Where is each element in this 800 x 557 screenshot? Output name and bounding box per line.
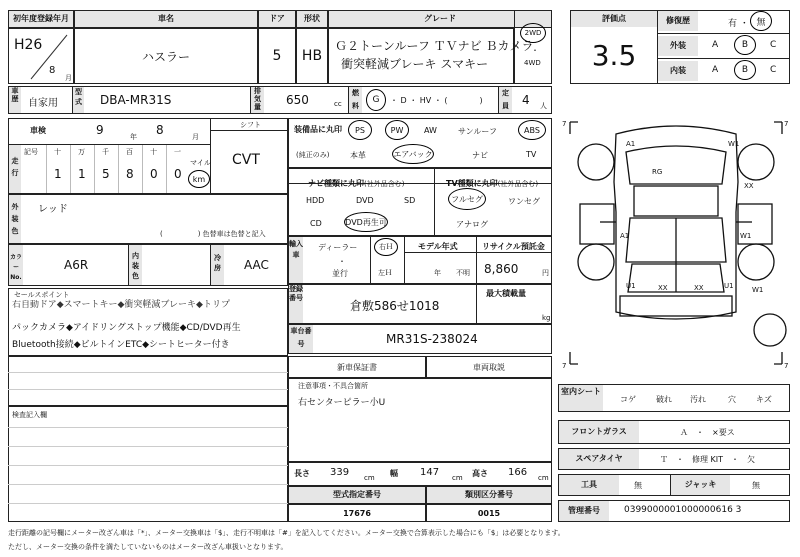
mgmt-value: 0399000001000000616 3 (624, 505, 742, 515)
mileage-label: 走行 (9, 145, 21, 193)
aircon-value: AAC (244, 258, 269, 272)
sales-point-line3: Bluetooth接続◆ビルトインETC◆シートヒーター付き (12, 340, 230, 350)
navi-tv-divider (434, 168, 435, 236)
import-div1 (370, 236, 371, 284)
mileage-header-3: 千 (102, 148, 109, 156)
insp-line-2 (8, 446, 288, 447)
mileage-digit-5: 0 (174, 167, 182, 181)
eval-hline2 (658, 58, 790, 59)
diag-mark-2: W1 (728, 140, 740, 148)
import-div2 (404, 236, 405, 284)
first-reg-year: H26 (14, 37, 43, 53)
seat-item-2: 破れ (656, 395, 672, 404)
repair-hist-label: 修復歴 (658, 11, 698, 31)
diag-bracket-tl: 7 (562, 120, 567, 128)
mileage-digit-4: 0 (150, 167, 158, 181)
mileage-digit-0: 1 (54, 167, 62, 181)
windshield-value: Ａ ・ ×要ス (680, 428, 735, 437)
exterior-label: 外装 (658, 36, 698, 56)
spare-label: スペアタイヤ (559, 449, 639, 469)
mileage-digit-3: 8 (126, 167, 134, 181)
warranty-cell: 新車保証書 (288, 356, 426, 378)
diag-mark-6: A1 (620, 232, 630, 240)
import-dealer: ディーラー (318, 243, 358, 252)
tools-label: 工具 (559, 475, 619, 495)
model-type-value: DBA-MR31S (100, 93, 172, 107)
shape-value: HB (296, 28, 328, 84)
mileage-col-line (142, 145, 143, 193)
equip-abs: ABS (518, 120, 546, 140)
model-year-unknown: 不明 (456, 269, 470, 277)
model-year-year: 年 (434, 269, 441, 277)
notes-value: 右センターピラー小U (298, 398, 386, 408)
type-designation-label: 型式指定番号 (288, 486, 426, 504)
capacity-unit: 人 (540, 102, 547, 110)
length-unit: cm (364, 474, 375, 482)
reg-divider (476, 284, 477, 324)
recycle-value: 8,860 (484, 262, 519, 276)
first-reg-cell (8, 28, 74, 84)
recycle-unit: 円 (542, 269, 549, 277)
mileage-header-4: 百 (126, 148, 133, 156)
tv-label: TV種類に丸印 (446, 179, 498, 188)
capacity-label: 定員 (498, 87, 512, 113)
usage-label: 車歴 (9, 87, 21, 113)
navi-dvd-play: DVD再生可 (344, 212, 388, 232)
inspection-month: 8 (156, 123, 164, 137)
manual-cell: 車両取説 (426, 356, 552, 378)
drive-2wd: 2WD (520, 23, 546, 43)
registration-value: 倉敷586せ1018 (350, 299, 440, 313)
equip-pw: PW (385, 120, 409, 140)
tv-analog: アナログ (456, 220, 488, 229)
inspection-year: 9 (96, 123, 104, 137)
mileage-header-2: 万 (78, 148, 85, 156)
mileage-header-5: 十 (150, 148, 157, 156)
mileage-digit-1: 1 (78, 167, 86, 181)
inspector-label: 検査記入欄 (12, 411, 47, 419)
diag-mark-8: XX (658, 284, 668, 292)
import-label: 輸入車 (289, 237, 303, 283)
drive-cell (514, 10, 552, 84)
recycle-label: リサイクル預託金 (482, 242, 545, 251)
diag-bracket-bl: 7 (562, 362, 567, 370)
tv-sub: (社外品含む) (497, 180, 539, 188)
equipment-sublabel: (純正のみ) (296, 151, 330, 159)
jack-value: 無 (752, 481, 760, 490)
equip-leather: 本革 (350, 151, 366, 160)
import-hline (404, 252, 552, 253)
sales-point-line1: 右自動ドア◆スマートキー◆衝突軽減ブレーキ◆トリプ (12, 300, 230, 310)
footer-line2: ただし、メーター交換の条件を満たしていないものはメーター改ざん車扱いとなります。 (8, 543, 288, 551)
mileage-unit-km: km (188, 170, 210, 188)
diag-bracket-tr: 7 (784, 120, 789, 128)
width-value: 147 (420, 467, 440, 478)
car-diagram (560, 112, 792, 374)
fuel-others: ・ D ・ HV ・ ( ) (390, 96, 483, 105)
sales-point-line2: パックカメラ◆アイドリングストップ機能◆CD/DVD再生 (12, 323, 241, 333)
seat-item-5: キズ (756, 395, 772, 404)
inspection-label: 車検 (30, 126, 46, 135)
tv-oneseg: ワンセグ (508, 197, 540, 206)
notes-label: 注意事項・不具合箇所 (298, 382, 368, 390)
equip-navi: ナビ (472, 151, 488, 160)
tools-value: 無 (634, 481, 642, 490)
fuel-label: 燃料 (348, 87, 362, 113)
diag-mark-3: RG (652, 168, 663, 176)
eval-label: 評価点 (571, 11, 657, 27)
tv-fullseg: フルセグ (448, 188, 486, 210)
doors-value: 5 (258, 28, 296, 84)
footer-line1: 走行距離の記号欄にメーター改ざん車は「*」、メーター交換車は「$」、走行不明車は「#」を記入してください。メーター交換で合算表示した場合にも「$」は必要となります。 (8, 529, 565, 537)
interior-a: A (712, 65, 719, 75)
chassis-label: 車台番号 (289, 325, 313, 353)
repair-hist-options: 有 ・ (728, 19, 749, 29)
type-designation-value: 17676 (288, 504, 426, 522)
insp-line-1 (8, 427, 288, 428)
blank-line-a (8, 372, 288, 373)
diag-bracket-br: 7 (784, 362, 789, 370)
diag-mark-4: XX (744, 182, 754, 190)
length-label: 長さ (294, 469, 310, 478)
car-name-value: ハスラー (74, 28, 258, 84)
car-name-label: 車名 (74, 10, 258, 28)
insp-line-5 (8, 503, 288, 504)
mileage-col-line (46, 145, 47, 193)
navi-header (308, 171, 404, 190)
height-label: 高さ (472, 469, 488, 478)
usage-value: 自家用 (28, 98, 58, 109)
color-note: ( ) 色替車は色替と記入 (160, 230, 266, 238)
first-reg-label: 初年度登録年月 (8, 10, 74, 28)
color-no-value: A6R (64, 258, 89, 272)
shift-label: シフト (240, 121, 261, 129)
mileage-header-6: 一 (174, 148, 181, 156)
import-left: 左Ｈ (378, 269, 392, 277)
equip-airbag: エアバック (392, 144, 434, 164)
shape-label: 形状 (296, 10, 328, 28)
grade-label: グレード (328, 10, 552, 28)
mileage-col-line (166, 145, 167, 193)
mileage-unit-mile: マイル (190, 159, 211, 167)
displacement-unit: cc (334, 100, 342, 108)
height-value: 166 (508, 467, 528, 478)
drive-4wd: 4WD (524, 59, 541, 67)
interior-b: B (734, 60, 756, 80)
mgmt-label: 管理番号 (559, 501, 609, 521)
model-type-label: 型式 (72, 87, 84, 113)
exterior-a: A (712, 40, 719, 50)
blank-line-b (8, 389, 288, 390)
eval-hline1 (658, 33, 790, 34)
diag-mark-10: U1 (724, 282, 734, 290)
interior-c: C (770, 65, 777, 75)
exterior-b: B (734, 35, 756, 55)
category-value: 0015 (426, 504, 552, 522)
tv-header (446, 171, 538, 190)
capacity-value: 4 (522, 93, 530, 107)
model-year-label: モデル年式 (418, 242, 458, 251)
windshield-label: フロントガラス (559, 421, 639, 443)
grade-line2: 衝突軽減ブレーキ スマキー (341, 57, 489, 71)
import-div3 (476, 236, 477, 284)
import-right: 右Ｈ (374, 238, 398, 256)
seat-item-4: 穴 (728, 395, 736, 404)
equip-ps: PS (348, 120, 372, 140)
color-no-label: カラーNo. (9, 245, 23, 285)
registration-label: 登録番号 (289, 285, 303, 323)
seat-item-1: コゲ (620, 395, 636, 404)
equip-tv: TV (526, 150, 537, 159)
diag-mark-5: W1 (740, 232, 752, 240)
equip-aw: AW (424, 126, 437, 135)
color-value: レッド (38, 204, 68, 215)
mileage-header-1: 十 (54, 148, 61, 156)
navi-sub: (社外品含む) (364, 180, 405, 188)
length-value: 339 (330, 467, 350, 478)
diag-mark-11: W1 (752, 286, 764, 294)
navi-sd: SD (404, 196, 416, 205)
equipment-label: 装備品に丸印 (294, 125, 342, 134)
seat-item-3: 汚れ (690, 395, 706, 404)
max-load-label: 最大積載量 (486, 289, 526, 298)
mileage-col-line (94, 145, 95, 193)
mileage-header-0: 記号 (24, 148, 38, 156)
mileage-col-line (118, 145, 119, 193)
blank-lined-1 (8, 356, 288, 406)
sales-point-label: セールスポイント (14, 291, 70, 299)
diag-mark-9: XX (694, 284, 704, 292)
diag-mark-1: A1 (626, 140, 636, 148)
inspection-year-unit: 年 (130, 133, 137, 141)
width-label: 幅 (390, 469, 398, 478)
navi-hdd: HDD (306, 196, 325, 205)
grade-line1: Ｇ２トーンルーフ ＴＶナビ Ｂカメラ (335, 39, 534, 53)
first-reg-month-unit: 月 (65, 74, 72, 82)
fuel-selected: G (366, 89, 386, 111)
aircon-label: 冷房 (210, 245, 224, 285)
mileage-grid (22, 145, 210, 193)
spare-value: Ｔ ・ 修理 KIT ・ 欠 (660, 455, 756, 464)
shift-value: CVT (232, 152, 260, 168)
displacement-label: 排気量 (250, 87, 264, 113)
insp-line-4 (8, 484, 288, 485)
navi-label: ナビ種類に丸印 (308, 179, 364, 188)
seat-label: 室内シート (559, 385, 603, 411)
category-label: 類別区分番号 (426, 486, 552, 504)
chassis-value: MR31S-238024 (386, 332, 478, 346)
navi-cd: CD (310, 219, 322, 228)
import-parallel: 並行 (332, 269, 348, 278)
navi-dvd: DVD (356, 196, 374, 205)
inspection-month-unit: 月 (192, 133, 199, 141)
exterior-c: C (770, 40, 777, 50)
inspector-block (8, 406, 288, 522)
max-load-unit: kg (542, 314, 551, 322)
jack-label: ジャッキ (670, 475, 730, 495)
mileage-digit-2: 5 (102, 167, 110, 181)
drive-sep: ・ (531, 46, 539, 55)
doors-label: ドア (258, 10, 296, 28)
color-label: 外装色 (9, 195, 21, 243)
import-sep: ・ (338, 257, 346, 266)
interior-label: 内装 (658, 61, 698, 81)
shift-hline (210, 130, 288, 131)
insp-line-3 (8, 465, 288, 466)
repair-hist-selected: 無 (750, 11, 772, 31)
equip-sunroof: サンルーフ (458, 127, 497, 136)
displacement-value: 650 (286, 93, 309, 107)
mileage-col-line (70, 145, 71, 193)
eval-value: 3.5 (591, 38, 637, 72)
first-reg-month: 8 (49, 65, 56, 76)
height-unit: cm (538, 474, 549, 482)
interior-color-label: 内装色 (128, 245, 142, 285)
width-unit: cm (452, 474, 463, 482)
diag-mark-7: U1 (626, 282, 636, 290)
